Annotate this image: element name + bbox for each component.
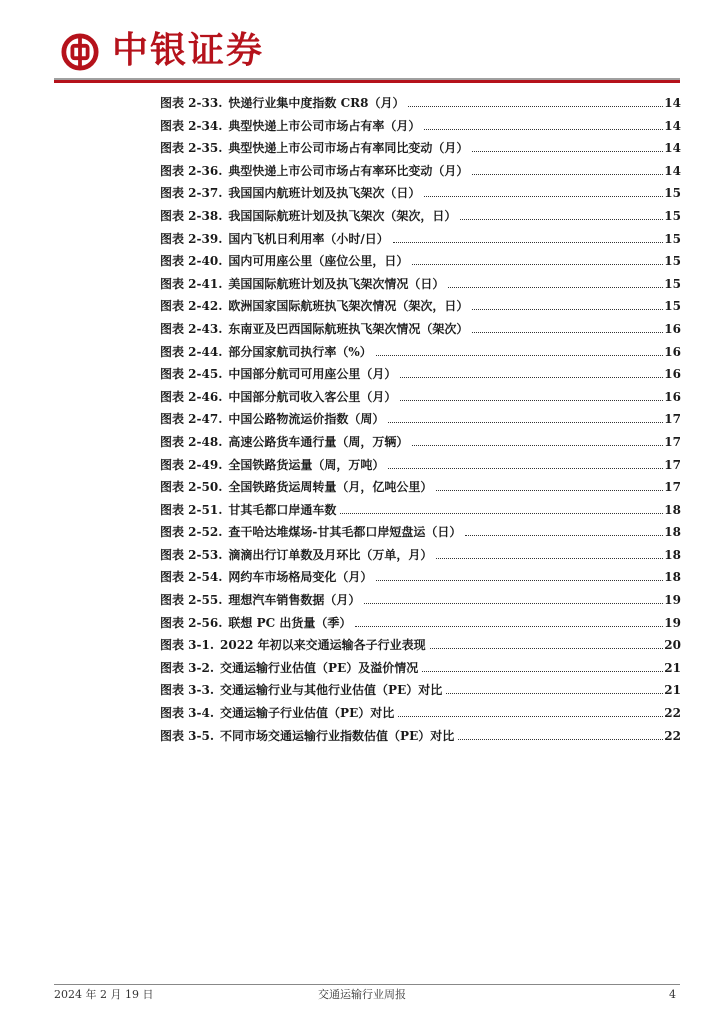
toc-entry-title: 全国铁路货运量（周，万吨）: [228, 457, 385, 472]
toc-entry-page: 21: [664, 683, 681, 698]
toc-entry-page: 15: [664, 276, 681, 291]
toc-entry-title: 交通运输行业与其他行业估值（PE）对比: [220, 683, 443, 698]
toc-entry[interactable]: [160, 431, 681, 454]
toc-entry-page: 19: [664, 615, 681, 630]
toc-entry[interactable]: [160, 250, 681, 273]
toc-entry-page: 17: [664, 457, 681, 472]
toc-entry-label: 图表 3-2.: [160, 660, 215, 675]
dot-leader: [400, 399, 663, 401]
toc-entry-label: 图表 2-33.: [160, 96, 223, 110]
toc-entry-label: 图表 2-40.: [160, 254, 223, 269]
dot-leader: [472, 173, 663, 175]
toc-entry-label: 图表 2-48.: [160, 434, 223, 449]
toc-entry-page: 14: [664, 118, 681, 133]
toc-entry-page: 16: [664, 344, 681, 359]
toc-entry-page: 21: [664, 660, 681, 675]
toc-entry-label: 图表 2-39.: [160, 231, 223, 246]
figure-index-list: [160, 92, 681, 747]
toc-entry[interactable]: [160, 137, 681, 160]
toc-entry[interactable]: [160, 679, 681, 702]
toc-entry-title: 快递行业集中度指数 CR8（月）: [228, 96, 405, 110]
toc-entry-label: 图表 2-36.: [160, 163, 223, 178]
toc-entry-title: 欧洲国家国际航班执飞架次情况（架次，日）: [228, 299, 469, 314]
toc-entry-label: 图表 2-41.: [160, 276, 223, 291]
toc-entry-label: 图表 2-50.: [160, 480, 223, 495]
toc-entry[interactable]: [160, 228, 681, 251]
toc-entry-label: 图表 2-49.: [160, 457, 223, 472]
toc-entry-label: 图表 2-38.: [160, 208, 223, 223]
dot-leader: [458, 738, 663, 740]
toc-entry-page: 22: [664, 728, 681, 743]
toc-entry[interactable]: [160, 363, 681, 386]
toc-entry[interactable]: [160, 634, 681, 657]
toc-entry-page: 14: [664, 163, 681, 178]
dot-leader: [448, 286, 663, 288]
toc-entry[interactable]: [160, 702, 681, 725]
toc-entry-page: 18: [664, 570, 681, 585]
dot-leader: [424, 195, 663, 197]
toc-entry-page: 20: [664, 638, 681, 653]
dot-leader: [436, 557, 663, 559]
dot-leader: [430, 647, 664, 649]
toc-entry-page: 14: [664, 141, 681, 156]
toc-entry-label: 图表 2-51.: [160, 502, 223, 517]
dot-leader: [472, 331, 663, 333]
footer-page-number: 4: [669, 988, 676, 1001]
toc-entry-title: 中国部分航司可用座公里（月）: [228, 367, 397, 382]
toc-entry-label: 图表 2-34.: [160, 118, 223, 133]
dot-leader: [460, 218, 663, 220]
toc-entry-label: 图表 2-44.: [160, 344, 223, 359]
toc-entry-page: 16: [664, 367, 681, 382]
dot-leader: [412, 444, 663, 446]
toc-entry-title: 全国铁路货运周转量（月，亿吨公里）: [228, 480, 433, 495]
toc-entry-title: 典型快递上市公司市场占有率环比变动（月）: [228, 163, 469, 178]
toc-entry-title: 网约车市场格局变化（月）: [228, 570, 373, 585]
toc-entry-page: 15: [664, 231, 681, 246]
toc-entry-page: 19: [664, 593, 681, 608]
toc-entry-page: 15: [664, 186, 681, 201]
dot-leader: [393, 241, 664, 243]
dot-leader: [376, 579, 663, 581]
toc-entry[interactable]: [160, 521, 681, 544]
page-header: [0, 0, 724, 84]
dot-leader: [465, 534, 663, 536]
toc-entry[interactable]: [160, 657, 681, 680]
header-accent-divider: [54, 80, 680, 83]
dot-leader: [424, 128, 663, 130]
toc-entry-page: 18: [664, 547, 681, 562]
toc-entry[interactable]: [160, 386, 681, 409]
toc-entry-page: 16: [664, 389, 681, 404]
toc-entry-title: 理想汽车销售数据（月）: [228, 593, 361, 608]
toc-entry[interactable]: [160, 476, 681, 499]
toc-entry[interactable]: [160, 341, 681, 364]
dot-leader: [400, 376, 663, 378]
toc-entry-title: 交通运输子行业估值（PE）对比: [220, 706, 395, 721]
toc-entry-label: 图表 2-46.: [160, 389, 223, 404]
toc-entry[interactable]: [160, 92, 681, 115]
toc-entry-title: 东南亚及巴西国际航班执飞架次情况（架次）: [228, 321, 469, 336]
toc-entry-label: 图表 2-53.: [160, 547, 223, 562]
toc-entry-label: 图表 3-1.: [160, 638, 215, 653]
toc-entry-title: 典型快递上市公司市场占有率同比变动（月）: [228, 141, 469, 156]
toc-entry-page: 16: [664, 321, 681, 336]
dot-leader: [355, 625, 663, 627]
toc-entry-label: 图表 2-37.: [160, 186, 223, 201]
toc-entry-label: 图表 2-43.: [160, 321, 223, 336]
footer-date: 2024 年 2 月 19 日: [54, 988, 154, 1001]
toc-entry-title: 滴滴出行订单数及月环比（万单，月）: [228, 547, 433, 562]
toc-entry-label: 图表 2-45.: [160, 367, 223, 382]
footer-report-title: 交通运输行业周报: [318, 988, 406, 1001]
dot-leader: [398, 715, 663, 717]
toc-entry-label: 图表 2-35.: [160, 141, 223, 156]
toc-entry-label: 图表 3-3.: [160, 683, 215, 698]
toc-entry-page: 15: [664, 208, 681, 223]
dot-leader: [364, 602, 663, 604]
toc-entry-title: 中国公路物流运价指数（周）: [228, 412, 385, 427]
toc-entry[interactable]: [160, 566, 681, 589]
toc-entry[interactable]: [160, 182, 681, 205]
toc-entry[interactable]: [160, 273, 681, 296]
toc-entry-title: 甘其毛都口岸通车数: [228, 502, 337, 517]
toc-entry[interactable]: [160, 544, 681, 567]
toc-entry-page: 17: [664, 480, 681, 495]
toc-entry-title: 不同市场交通运输行业指数估值（PE）对比: [220, 728, 455, 743]
toc-entry-title: 国内可用座公里（座位公里，日）: [228, 254, 409, 269]
boc-logo-icon: [61, 33, 99, 71]
toc-entry-title: 典型快递上市公司市场占有率（月）: [228, 118, 421, 133]
toc-entry-label: 图表 2-56.: [160, 615, 223, 630]
toc-entry-page: 17: [664, 412, 681, 427]
toc-entry-title: 2022 年初以来交通运输各子行业表现: [220, 638, 426, 653]
dot-leader: [422, 670, 663, 672]
toc-entry-title: 美国国际航班计划及执飞架次情况（日）: [228, 276, 445, 291]
toc-entry-page: 14: [664, 96, 681, 110]
toc-entry-page: 18: [664, 502, 681, 517]
toc-entry-title: 国内飞机日利用率（小时/日）: [228, 231, 389, 246]
toc-entry[interactable]: [160, 205, 681, 228]
toc-entry-title: 部分国家航司执行率（%）: [228, 344, 372, 359]
toc-entry[interactable]: [160, 454, 681, 477]
toc-entry[interactable]: [160, 408, 681, 431]
dot-leader: [388, 421, 663, 423]
brand-name: 中银证券: [112, 30, 265, 71]
toc-entry-label: 图表 2-55.: [160, 593, 223, 608]
toc-entry-title: 中国部分航司收入客公里（月）: [228, 389, 397, 404]
toc-entry[interactable]: [160, 160, 681, 183]
toc-entry[interactable]: [160, 295, 681, 318]
footer-divider: [54, 984, 680, 985]
toc-entry-label: 图表 2-42.: [160, 299, 223, 314]
toc-entry-label: 图表 2-54.: [160, 570, 223, 585]
toc-entry-label: 图表 2-47.: [160, 412, 223, 427]
toc-entry[interactable]: [160, 499, 681, 522]
dot-leader: [408, 105, 663, 107]
toc-entry-page: 15: [664, 254, 681, 269]
toc-entry-label: 图表 3-4.: [160, 706, 215, 721]
toc-entry-title: 我国国内航班计划及执飞架次（日）: [228, 186, 421, 201]
toc-entry-title: 我国国际航班计划及执飞架次（架次，日）: [228, 208, 457, 223]
toc-entry[interactable]: [160, 589, 681, 612]
dot-leader: [446, 692, 663, 694]
dot-leader: [436, 489, 663, 491]
toc-entry-label: 图表 3-5.: [160, 728, 215, 743]
toc-entry-title: 联想 PC 出货量（季）: [228, 615, 352, 630]
dot-leader: [340, 512, 663, 514]
toc-entry[interactable]: [160, 612, 681, 635]
dot-leader: [472, 308, 663, 310]
dot-leader: [472, 150, 663, 152]
toc-entry[interactable]: [160, 725, 681, 748]
dot-leader: [412, 263, 663, 265]
toc-entry-page: 22: [664, 706, 681, 721]
toc-entry-title: 查干哈达堆煤场-甘其毛都口岸短盘运（日）: [228, 525, 462, 540]
toc-entry-title: 交通运输行业估值（PE）及溢价情况: [220, 660, 419, 675]
toc-entry[interactable]: [160, 318, 681, 341]
dot-leader: [388, 467, 663, 469]
toc-entry-title: 高速公路货车通行量（周，万辆）: [228, 434, 409, 449]
toc-entry-label: 图表 2-52.: [160, 525, 223, 540]
toc-entry[interactable]: [160, 115, 681, 138]
toc-entry-page: 17: [664, 434, 681, 449]
toc-entry-page: 18: [664, 525, 681, 540]
toc-entry-page: 15: [664, 299, 681, 314]
dot-leader: [376, 354, 664, 356]
